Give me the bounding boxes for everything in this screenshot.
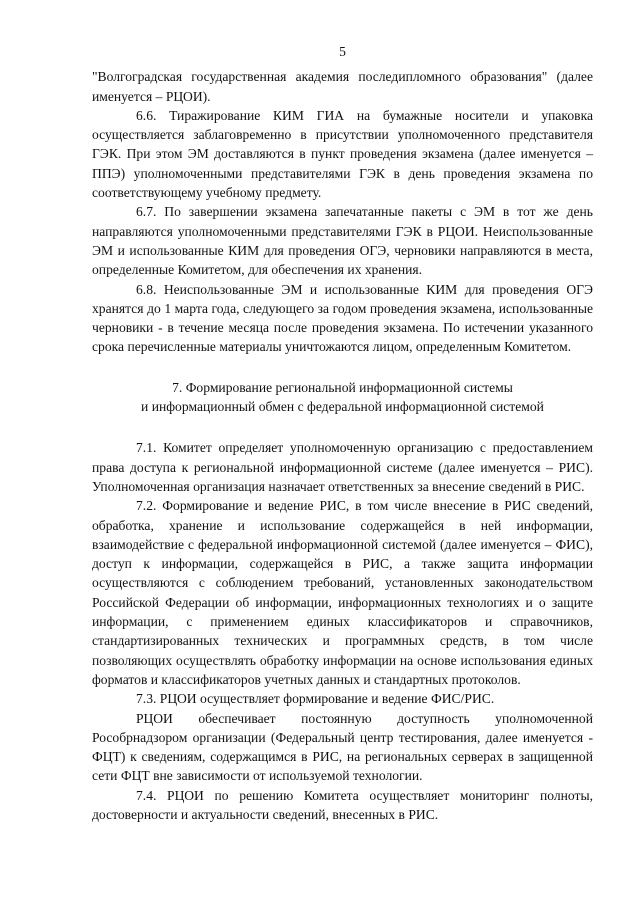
paragraph-p-7-2: 7.2. Формирование и ведение РИС, в том числе внесение в РИС сведений, обработка, хранение и использование содержащейся в ней информации, взаимодействие с федеральной информационной системой (далее именуется – ФИС), доступ к информации, содержащейся в РИС, а также защита информации осуществляются с соблюдением требований, установленных законодательством Российской Федерации об информации, информационных технологиях и о защите информации, с применением единых классификаторов и справочников, стандартизированных технических и программных средств, в том числе позволяющих осуществлять обработку информации на основе использования единых форматов и классификаторов учетных данных и стандартных протоколов. [92,498,593,687]
section-heading-line1: 7. Формирование региональной информационной системы [172,379,513,395]
paragraph-p-7-3b: РЦОИ обеспечивает постоянную доступность уполномоченной Рособрнадзором организации (Федеральный центр тестирования, далее именуется - ФЦТ) к сведениям, содержащимся в РИС, на региональных серверах в защищенной сети ФЦТ вне зависимости от используемой технологии. [92,710,593,784]
section-heading-line2: и информационный обмен с федеральной информационной системой [141,399,544,415]
paragraph-p-6-6: 6.6. Тиражирование КИМ ГИА на бумажные носители и упаковка осуществляется заблаговременно в присутствии уполномоченного представителя ГЭК. При этом ЭМ доставляются в пункт проведения экзамена (далее именуется – ППЭ) уполномоченными представителями ГЭК в день проведения экзамена по соответствующему учебному предмету. [92,107,593,201]
paragraph-p-intro: "Волгоградская государственная академия последипломного образования" (далее именуется – РЦОИ). [92,69,593,104]
page-number: 5 [339,44,346,59]
paragraphs-top [92,67,593,356]
section-heading [92,378,593,417]
paragraph-p-6-7: 6.7. По завершении экзамена запечатанные пакеты с ЭМ в тот же день направляются уполномоченными представителями ГЭК в РЦОИ. Неиспользованные ЭМ и использованные КИМ для проведения ОГЭ, черновики направляются в места, определенные Комитетом, для обеспечения их хранения. [92,204,593,278]
paragraph-p-7-1: 7.1. Комитет определяет уполномоченную организацию с предоставлением права доступа к региональной информационной системе (далее именуется – РИС). Уполномоченная организация назначает ответственных за внесение сведений в РИС. [92,440,593,494]
paragraph-p-6-8: 6.8. Неиспользованные ЭМ и использованные КИМ для проведения ОГЭ хранятся до 1 марта года, следующего за годом проведения экзамена, использованные черновики - в течение месяца после проведения экзамена. По истечении указанного срока перечисленные материалы уничтожаются лицом, определенным Комитетом. [92,281,593,355]
paragraph-p-7-3: 7.3. РЦОИ осуществляет формирование и ведение ФИС/РИС. [136,691,495,707]
paragraphs-bottom [92,438,593,824]
paragraph-p-7-4: 7.4. РЦОИ по решению Комитета осуществляет мониторинг полноты, достоверности и актуальности сведений, внесенных в РИС. [92,787,593,822]
